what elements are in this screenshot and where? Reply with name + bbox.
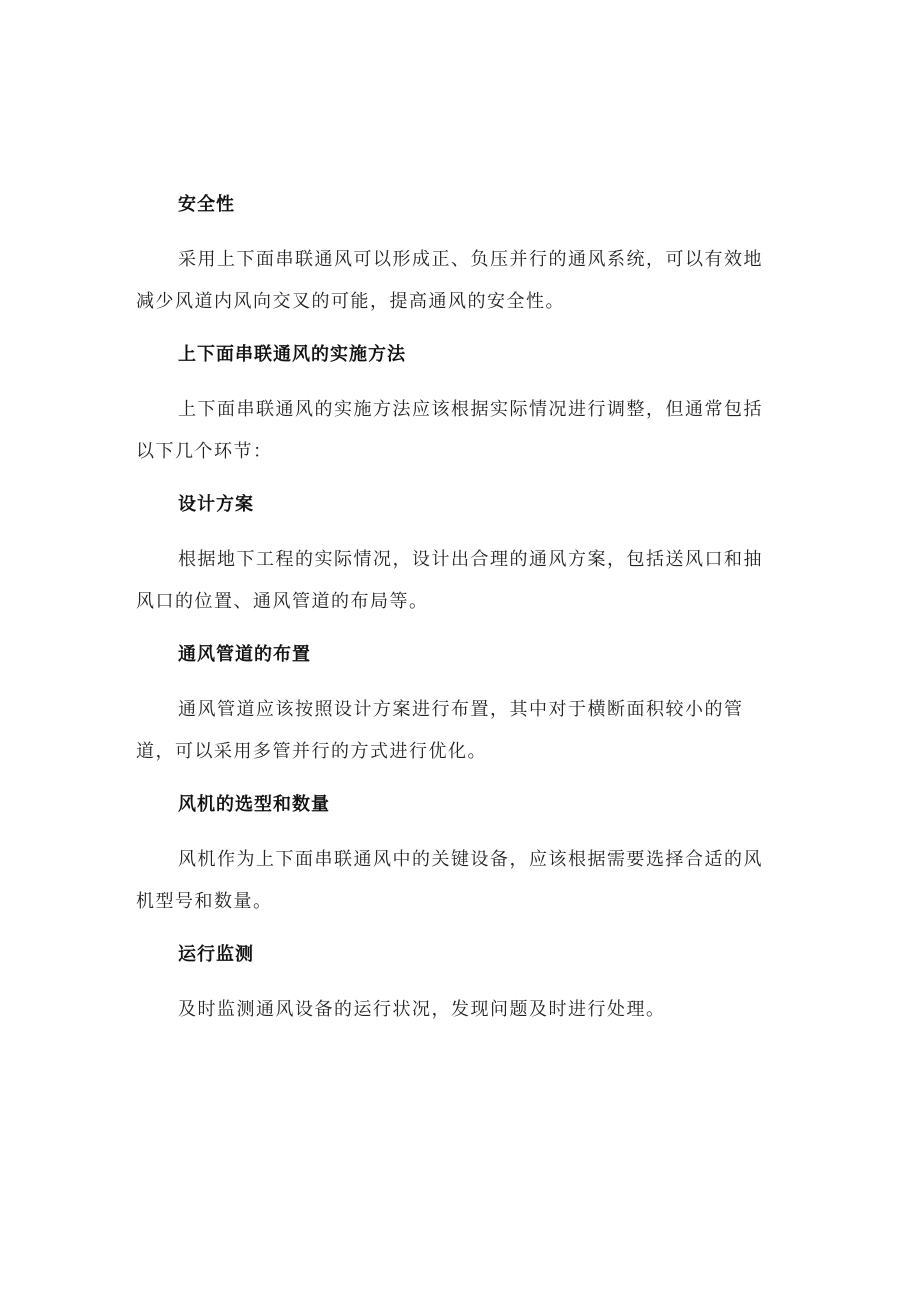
- section-paragraph-fan-selection: [136, 839, 778, 923]
- section-paragraph-duct-layout: [136, 689, 778, 773]
- section-paragraph-monitoring: [178, 989, 778, 1031]
- paragraph-line: 通风管道应该按照设计方案进行布置，其中对于横断面积较小的管: [178, 699, 744, 720]
- paragraph-line: 机型号和数量。: [136, 891, 273, 912]
- paragraph-line: 以下几个环节：: [136, 441, 273, 462]
- paragraph-line: 上下面串联通风的实施方法应该根据实际情况进行调整，但通常包括: [178, 399, 763, 420]
- section-heading-implementation: 上下面串联通风的实施方法: [178, 344, 406, 365]
- paragraph-line: 风口的位置、通风管道的布局等。: [136, 591, 429, 612]
- section-paragraph-design-plan: [136, 539, 778, 623]
- section-heading-duct-layout: 通风管道的布置: [178, 644, 311, 665]
- document-body: [136, 190, 778, 1031]
- paragraph-line: 根据地下工程的实际情况，设计出合理的通风方案，包括送风口和抽: [178, 549, 763, 570]
- section-paragraph-implementation: [136, 389, 778, 473]
- section-heading-fan-selection: 风机的选型和数量: [178, 794, 330, 815]
- paragraph-line: 采用上下面串联通风可以形成正、负压并行的通风系统，可以有效地: [178, 249, 763, 270]
- section-heading-safety: 安全性: [178, 194, 235, 215]
- section-paragraph-safety: [136, 239, 778, 323]
- paragraph-line: 风机作为上下面串联通风中的关键设备，应该根据需要选择合适的风: [178, 849, 763, 870]
- paragraph-line: 及时监测通风设备的运行状况，发现问题及时进行处理。: [178, 999, 666, 1020]
- section-heading-monitoring: 运行监测: [178, 944, 254, 965]
- paragraph-line: 减少风道内风向交叉的可能，提高通风的安全性。: [136, 291, 565, 312]
- paragraph-line: 道，可以采用多管并行的方式进行优化。: [136, 741, 487, 762]
- section-heading-design-plan: 设计方案: [178, 494, 254, 515]
